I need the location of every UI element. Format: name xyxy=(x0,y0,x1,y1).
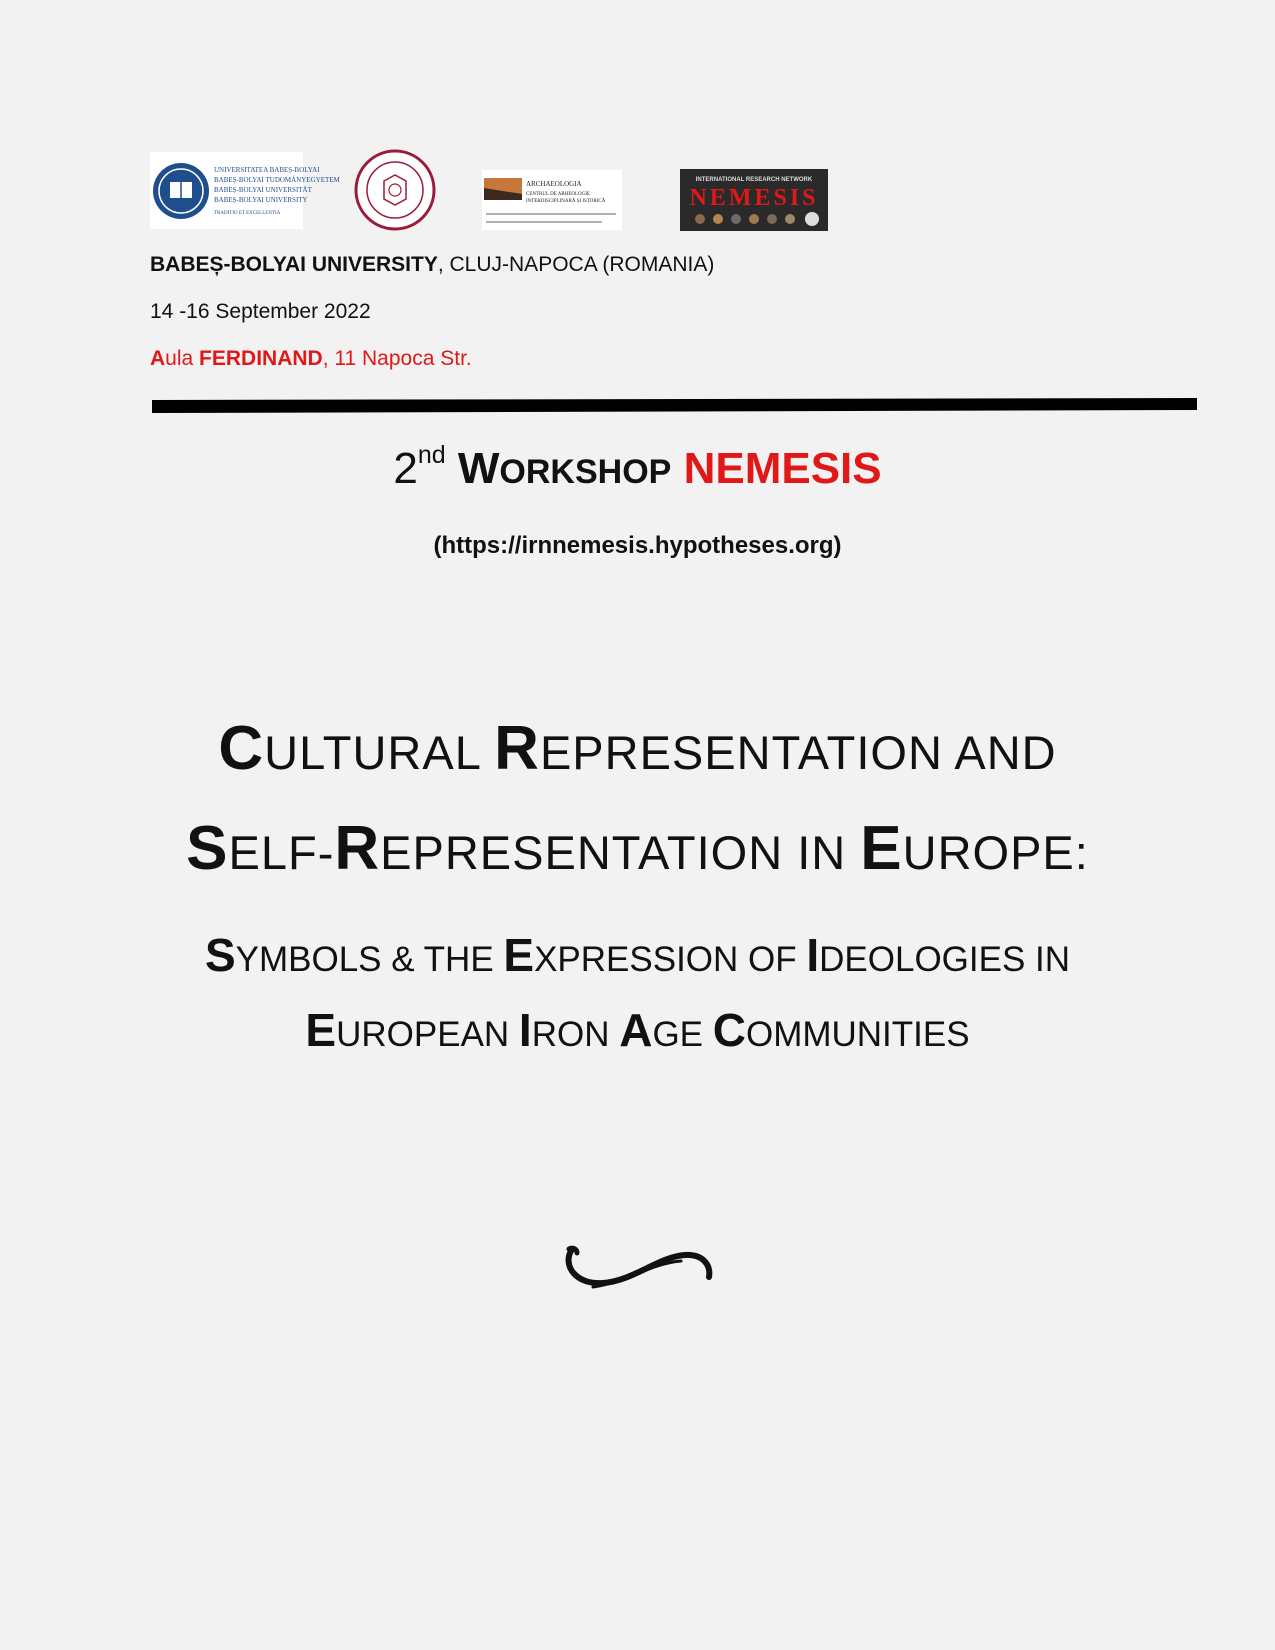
university-location: , CLUJ-NAPOCA (ROMANIA) xyxy=(437,253,715,276)
subtitle-word: YMBOLS & THE xyxy=(235,940,504,979)
subtitle-line-2 xyxy=(0,1003,1275,1057)
university-name: BABEȘ-BOLYAI UNIVERSITY xyxy=(150,253,438,276)
title-word: ULTURAL xyxy=(264,726,495,779)
workshop-heading xyxy=(0,441,1275,494)
ubb-text-2: BABEȘ-BOLYAI TUDOMÁNYEGYETEM xyxy=(214,176,340,184)
cap-e: E xyxy=(860,814,903,883)
workshop-rest: ORKSHOP xyxy=(499,453,672,491)
workshop-name: NEMESIS xyxy=(683,444,882,493)
title-word: UROPE: xyxy=(902,826,1089,879)
archaeologia-logo xyxy=(482,170,622,230)
archaeo-text-3: INTERDISCIPLINARĂ ȘI ISTORICĂ xyxy=(526,199,606,204)
header-divider xyxy=(152,398,1197,413)
subtitle-word: GE xyxy=(652,1015,713,1054)
ubb-logo xyxy=(150,152,340,229)
workshop-ordinal: nd xyxy=(417,441,446,470)
title-word: EPRESENTATION AND xyxy=(539,726,1057,779)
nemesis-logo-word: NEMESIS xyxy=(689,185,819,211)
cap-e: E xyxy=(503,929,535,981)
nemesis-logo xyxy=(680,169,828,231)
cap-s: S xyxy=(204,929,236,981)
logo-row xyxy=(150,152,850,232)
cap-i: I xyxy=(518,1004,532,1056)
cap-i: I xyxy=(806,929,820,981)
subtitle-word: XPRESSION OF xyxy=(534,940,807,979)
venue-line xyxy=(150,347,472,371)
title-word: ELF- xyxy=(228,826,335,879)
cap-r: R xyxy=(334,814,381,883)
cap-a: A xyxy=(619,1004,653,1056)
title-line-1 xyxy=(0,713,1275,784)
university-line xyxy=(150,253,714,277)
subtitle-word: OMMUNITIES xyxy=(745,1015,970,1054)
subtitle-word: UROPEAN xyxy=(336,1015,519,1054)
title-word: EPRESENTATION IN xyxy=(380,826,861,879)
archaeo-text-1: ARCHAEOLOGIA xyxy=(526,180,582,188)
flourish-ornament-icon xyxy=(563,1243,713,1303)
ubb-text-5: TRADITIO ET EXCELLENTIA xyxy=(214,211,281,216)
workshop-number: 2 xyxy=(393,444,418,493)
subtitle-word: DEOLOGIES IN xyxy=(819,940,1071,979)
ubb-text-4: BABEȘ-BOLYAI UNIVERSITY xyxy=(214,196,308,204)
workshop-w: W xyxy=(457,444,500,493)
venue-address: , 11 Napoca Str. xyxy=(322,347,472,370)
dates-line: 14 -16 September 2022 xyxy=(150,300,371,323)
venue-initial: A xyxy=(150,347,166,370)
cap-e: E xyxy=(305,1004,337,1056)
cap-c: C xyxy=(712,1004,746,1056)
venue-name: FERDINAND xyxy=(199,347,323,370)
archaeo-text-2: CENTRUL DE ARHEOLOGIE xyxy=(526,192,590,197)
cap-r: R xyxy=(494,714,540,783)
subtitle-line-1 xyxy=(0,928,1275,982)
ubb-text-3: BABEȘ-BOLYAI UNIVERSITÄT xyxy=(214,186,312,194)
venue-ula: ula xyxy=(165,347,200,370)
cap-c: C xyxy=(218,714,265,783)
faculty-seal-logo xyxy=(354,149,436,231)
ubb-text-1: UNIVERSITATEA BABEȘ-BOLYAI xyxy=(214,166,320,174)
workshop-word xyxy=(458,444,671,493)
title-line-2 xyxy=(0,813,1275,884)
workshop-url: (https://irnnemesis.hypotheses.org) xyxy=(433,532,842,559)
subtitle-word: RON xyxy=(531,1015,620,1054)
nemesis-banner-text: INTERNATIONAL RESEARCH NETWORK xyxy=(695,177,813,183)
cap-s: S xyxy=(186,814,229,883)
